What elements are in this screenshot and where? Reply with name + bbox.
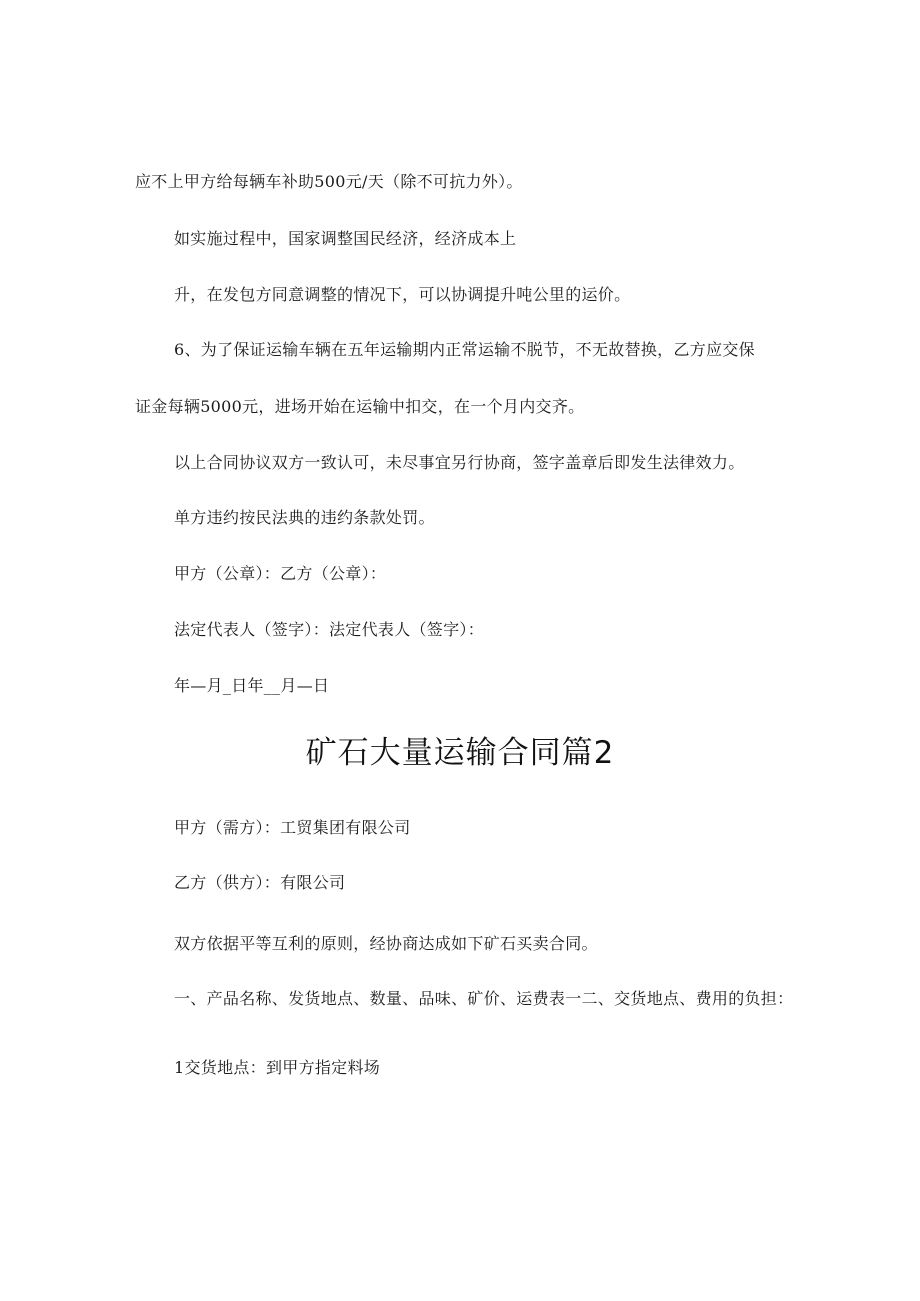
- paragraph-line: 单方违约按民法典的违约条款处罚。: [174, 508, 435, 527]
- party-b-line: 乙方（供方）：有限公司: [174, 873, 346, 892]
- signature-line: 甲方（公章）：乙方（公章）：: [174, 564, 387, 583]
- paragraph-line: 升，在发包方同意调整的情况下，可以协调提升吨公里的运价。: [174, 285, 631, 304]
- paragraph-line: 双方依据平等互利的原则，经协商达成如下矿石买卖合同。: [174, 934, 598, 953]
- clause-line: 1交货地点：到甲方指定料场: [174, 1058, 381, 1077]
- section-title: 矿石大量运输合同篇2: [305, 735, 615, 771]
- paragraph-line: 应不上甲方给每辆车补助500元/天（除不可抗力外）。: [135, 172, 523, 191]
- signature-line: 法定代表人（签字）：法定代表人（签字）：: [174, 620, 485, 639]
- paragraph-line: 证金每辆5000元，进场开始在运输中扣交，在一个月内交齐。: [135, 397, 585, 416]
- paragraph-line: 如实施过程中，国家调整国民经济，经济成本上: [174, 229, 517, 248]
- party-a-line: 甲方（需方）：工贸集团有限公司: [174, 818, 411, 837]
- paragraph-line: 以上合同协议双方一致认可，未尽事宜另行协商，签字盖章后即发生法律效力。: [174, 453, 745, 472]
- paragraph-line: 6、为了保证运输车辆在五年运输期内正常运输不脱节，不无故替换，乙方应交保: [174, 340, 755, 359]
- clause-paragraph: 一、产品名称、发货地点、数量、品味、矿价、运费表一二、交货地点、费用的负担：: [174, 989, 794, 1008]
- date-line: 年—月_日年__月—日: [174, 676, 330, 695]
